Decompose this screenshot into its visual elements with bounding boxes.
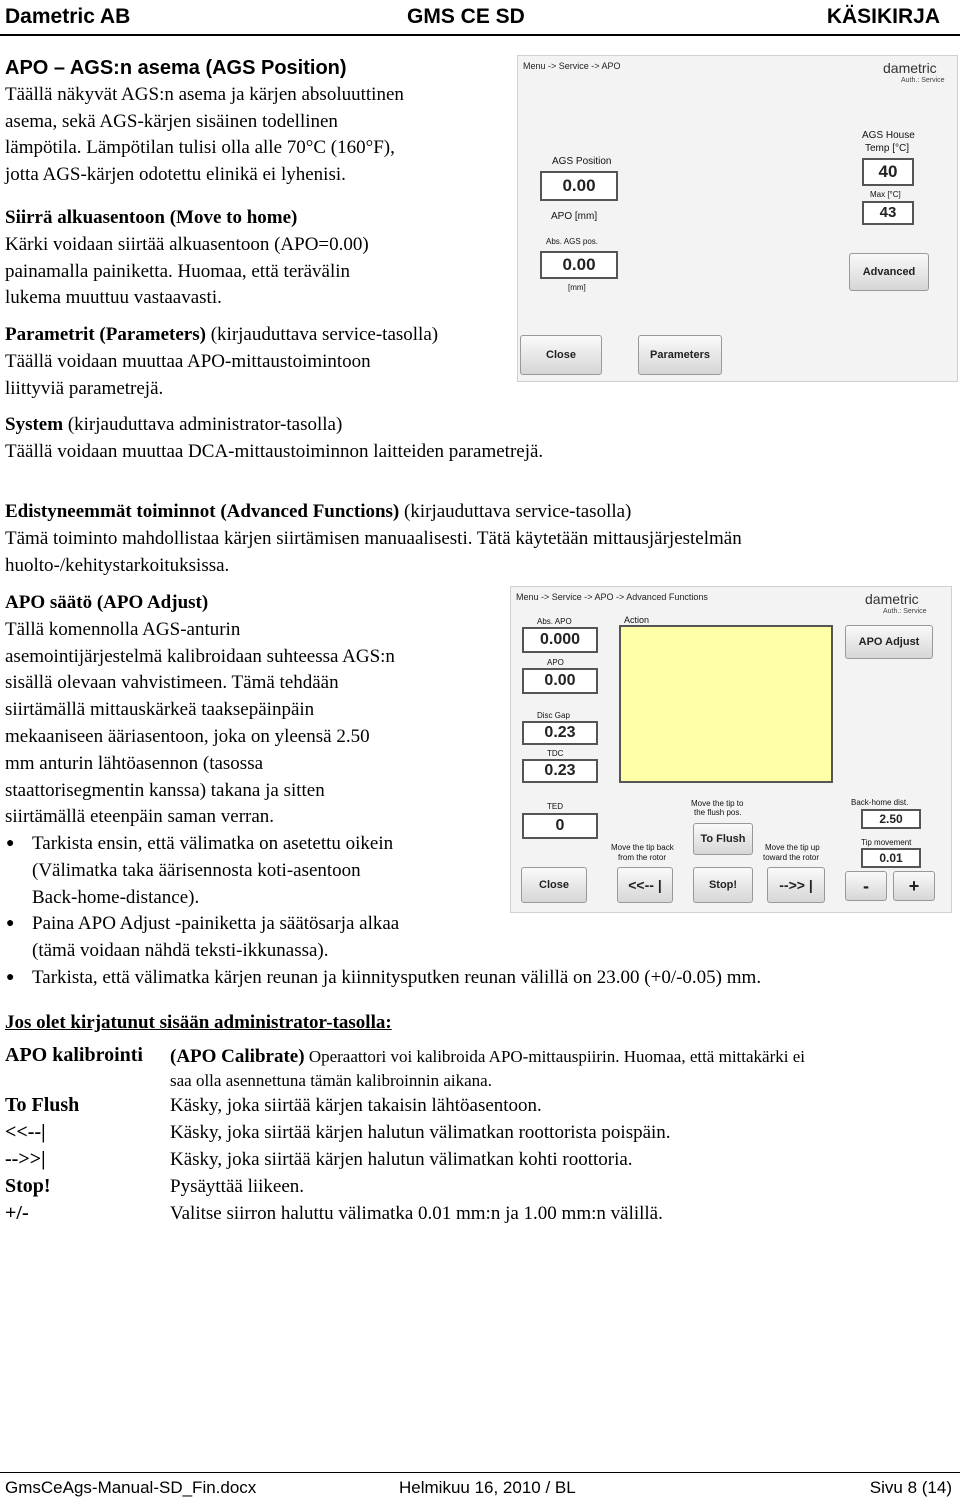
action-text-window: [619, 625, 833, 783]
apo-adjust-text-3: sisällä olevaan vahvistimeen. Tämä tehdään: [5, 672, 339, 694]
definition-plus-minus: Valitse siirron haluttu välimatka 0.01 mm:n ja 1.00 mm:n välillä.: [170, 1203, 663, 1224]
bullet-2-line-1: Paina APO Adjust -painiketta ja säätösarja alkaa: [32, 913, 400, 935]
tip-movement-value: 0.01: [861, 848, 921, 868]
disc-gap-value: 0.23: [522, 721, 598, 745]
apo-adjust-text-4: siirtämällä mittauskärkeä taaksepäinpäin: [5, 699, 315, 721]
apo-breadcrumb: Menu -> Service -> APO: [523, 61, 621, 71]
increase-button[interactable]: +: [893, 871, 935, 901]
parameters-heading: Parametrit (Parameters): [5, 324, 206, 345]
advanced-breadcrumb: Menu -> Service -> APO -> Advanced Functions: [516, 592, 708, 602]
move-back-label-1: Move the tip back: [611, 843, 674, 852]
abs-apo-value: 0.000: [522, 627, 598, 653]
system-section: [5, 412, 543, 466]
parameters-section: [5, 322, 438, 402]
apo-intro-1: Täällä näkyvät AGS:n asema ja kärjen absoluuttinen: [5, 83, 404, 105]
apo-intro-2: asema, sekä AGS-kärjen sisäinen todellinen: [5, 110, 338, 132]
move-tip-flush-label-1: Move the tip to: [691, 799, 744, 808]
apo-label: APO: [547, 658, 564, 667]
parameters-text-1: Täällä voidaan muuttaa APO-mittaustoimintoon: [5, 350, 371, 372]
bullet-1-line-2: (Välimatka taka äärisennosta koti-asentoon: [32, 859, 361, 881]
move-up-label-1: Move the tip up: [765, 843, 820, 852]
ted-label: TED: [547, 802, 563, 811]
def-apo-calibrate-text-2: saa olla asennettuna tämän kalibroinnin aikana.: [170, 1071, 492, 1090]
ags-house-label: AGS House: [862, 130, 915, 141]
system-heading: System: [5, 414, 64, 435]
max-temp-label: Max [°C]: [870, 190, 901, 199]
advanced-screen-screenshot: [510, 586, 952, 913]
def-apo-calibrate-text: Operaattori voi kalibroida APO-mittauspiirin. Huomaa, että mittakärki ei: [304, 1047, 805, 1066]
apo-adjust-text-6: mm anturin lähtöasennon (tasossa: [5, 752, 264, 774]
parameters-heading-tail: (kirjauduttava service-tasolla): [205, 324, 439, 345]
bullet-3-line-1: Tarkista, että välimatka kärjen reunan ja kiinnitysputken reunan välillä on 23.00 (+0/-0.05) mm.: [32, 966, 762, 988]
ags-position-value: 0.00: [540, 171, 618, 201]
apo-adjust-text-5: mekaaniseen ääriasentoon, joka on yleensä 2.50: [5, 725, 370, 747]
advanced-text-2: huolto-/kehitystarkoituksissa.: [5, 554, 230, 576]
footer-filename: GmsCeAgs-Manual-SD_Fin.docx: [5, 1478, 257, 1497]
definition-stop: Pysäyttää liikeen.: [170, 1176, 305, 1197]
system-heading-tail: (kirjauduttava administrator-tasolla): [63, 414, 343, 435]
bullet-item: [0, 911, 960, 965]
term-stop: Stop!: [5, 1175, 51, 1197]
close-button[interactable]: Close: [520, 335, 602, 375]
term-to-flush: To Flush: [5, 1094, 80, 1116]
move-home-section: [5, 205, 369, 312]
apo-screen-screenshot: [517, 55, 958, 382]
def-apo-calibrate-head: (APO Calibrate): [170, 1046, 305, 1067]
advanced-heading: Edistyneemmät toiminnot (Advanced Functions): [5, 501, 400, 522]
apo-adjust-text-7: staattorisegmentin kanssa) takana ja sitten: [5, 779, 325, 801]
move-up-label-2: toward the rotor: [763, 853, 820, 862]
tip-movement-label: Tip movement: [861, 838, 912, 847]
auth-level: Auth.: Service: [883, 608, 927, 615]
apo-adjust-heading: APO säätö (APO Adjust): [5, 592, 209, 613]
move-home-text-3: lukema muuttuu vastaavasti.: [5, 287, 222, 309]
apo-intro-4: jotta AGS-kärjen odotettu elinikä ei lyhenisi.: [5, 164, 346, 186]
stop-button[interactable]: Stop!: [693, 867, 753, 903]
apo-adjust-section: [5, 590, 395, 831]
apo-section: [5, 55, 404, 189]
advanced-section: [5, 499, 742, 579]
max-temp-value: 43: [862, 201, 914, 225]
advanced-text-1: Tämä toiminto mahdollistaa kärjen siirtämisen manuaalisesti. Tätä käytetään mittausjärjestelmän: [5, 527, 742, 549]
to-flush-button[interactable]: To Flush: [693, 823, 753, 855]
move-back-button[interactable]: <<-- |: [617, 867, 673, 903]
term-apo-calibrate: APO kalibrointi: [5, 1044, 143, 1066]
mm-unit-label: [mm]: [568, 283, 586, 292]
footer-divider: [0, 1472, 960, 1473]
tdc-value: 0.23: [522, 759, 598, 783]
move-back-label-2: from the rotor: [618, 853, 667, 862]
ted-value: 0: [522, 813, 598, 839]
temp-c-label: Temp [°C]: [865, 143, 910, 154]
abs-ags-pos-value: 0.00: [540, 251, 618, 279]
parameters-button[interactable]: Parameters: [638, 335, 722, 375]
advanced-button[interactable]: Advanced: [849, 253, 929, 291]
tdc-label: TDC: [547, 749, 564, 758]
abs-apo-label: Abs. APO: [537, 617, 572, 626]
bullet-dot-icon: ●: [6, 916, 15, 932]
apo-mm-label: APO [mm]: [551, 211, 598, 222]
advanced-heading-tail: (kirjauduttava service-tasolla): [399, 501, 632, 522]
header-doc-type: KÄSIKIRJA: [826, 5, 940, 28]
action-label: Action: [624, 615, 650, 625]
move-tip-flush-label-2: the flush pos.: [694, 808, 742, 817]
term-plus-minus: +/-: [5, 1202, 29, 1224]
header-product: GMS CE SD: [407, 5, 525, 28]
apo-adjust-text-2: asemointijärjestelmä kalibroidaan suhteessa AGS:n: [5, 645, 395, 667]
abs-ags-pos-label: Abs. AGS pos.: [546, 237, 599, 246]
disc-gap-label: Disc Gap: [537, 711, 570, 720]
term-move-forward: -->>|: [5, 1148, 46, 1170]
decrease-button[interactable]: -: [845, 871, 887, 901]
move-home-heading: Siirrä alkuasentoon (Move to home): [5, 207, 298, 228]
apo-adjust-text-1: Tällä komennolla AGS-anturin: [5, 618, 241, 640]
definition-to-flush: Käsky, joka siirtää kärjen takaisin lähtöasentoon.: [170, 1095, 542, 1116]
bullet-2-line-2: (tämä voidaan nähdä teksti-ikkunassa).: [32, 940, 329, 962]
brand-logo: dametric: [865, 591, 919, 607]
temp-value: 40: [862, 158, 914, 186]
header-company: Dametric AB: [5, 5, 131, 28]
apo-heading: APO – AGS:n asema (AGS Position): [5, 57, 347, 79]
page-header: [0, 0, 960, 34]
bullet-1-line-3: Back-home-distance).: [32, 886, 200, 908]
footer-date: Helmikuu 16, 2010 / BL: [399, 1478, 576, 1497]
bullet-item: [0, 965, 960, 992]
back-home-value: 2.50: [861, 809, 921, 829]
definition-move-back: Käsky, joka siirtää kärjen halutun välimatkan roottorista poispäin.: [170, 1122, 671, 1143]
term-move-back: <<--|: [5, 1121, 46, 1143]
definition-apo-calibrate: [170, 1045, 960, 1093]
footer-page-number: Sivu 8 (14): [869, 1478, 952, 1497]
bullet-dot-icon: ●: [6, 836, 15, 851]
system-text: Täällä voidaan muuttaa DCA-mittaustoiminnon laitteiden parametrejä.: [5, 440, 544, 462]
bullet-dot-icon: ●: [6, 969, 15, 985]
ags-position-label: AGS Position: [552, 156, 612, 167]
apo-adjust-button[interactable]: APO Adjust: [845, 625, 933, 659]
move-home-text-2: painamalla painiketta. Huomaa, että terävälin: [5, 260, 351, 282]
move-home-text-1: Kärki voidaan siirtää alkuasentoon (APO=0.00): [5, 233, 369, 255]
apo-value: 0.00: [522, 668, 598, 694]
definition-move-forward: Käsky, joka siirtää kärjen halutun välimatkan kohti roottoria.: [170, 1149, 633, 1170]
admin-heading: Jos olet kirjatunut sisään administrator-tasolla:: [5, 1012, 392, 1033]
bullet-1-line-1: Tarkista ensin, että välimatka on asetettu oikein: [32, 833, 394, 854]
move-forward-button[interactable]: -->> |: [767, 867, 825, 903]
close-button[interactable]: Close: [521, 867, 587, 903]
brand-logo: dametric: [883, 60, 937, 76]
back-home-label: Back-home dist.: [851, 798, 909, 807]
apo-adjust-text-8: siirtämällä eteenpäin saman verran.: [5, 806, 275, 828]
auth-level: Auth.: Service: [901, 77, 945, 84]
parameters-text-2: liittyviä parametrejä.: [5, 377, 164, 399]
header-divider: [0, 34, 960, 36]
apo-intro-3: lämpötila. Lämpötilan tulisi olla alle 70°C (160°F),: [5, 137, 395, 159]
